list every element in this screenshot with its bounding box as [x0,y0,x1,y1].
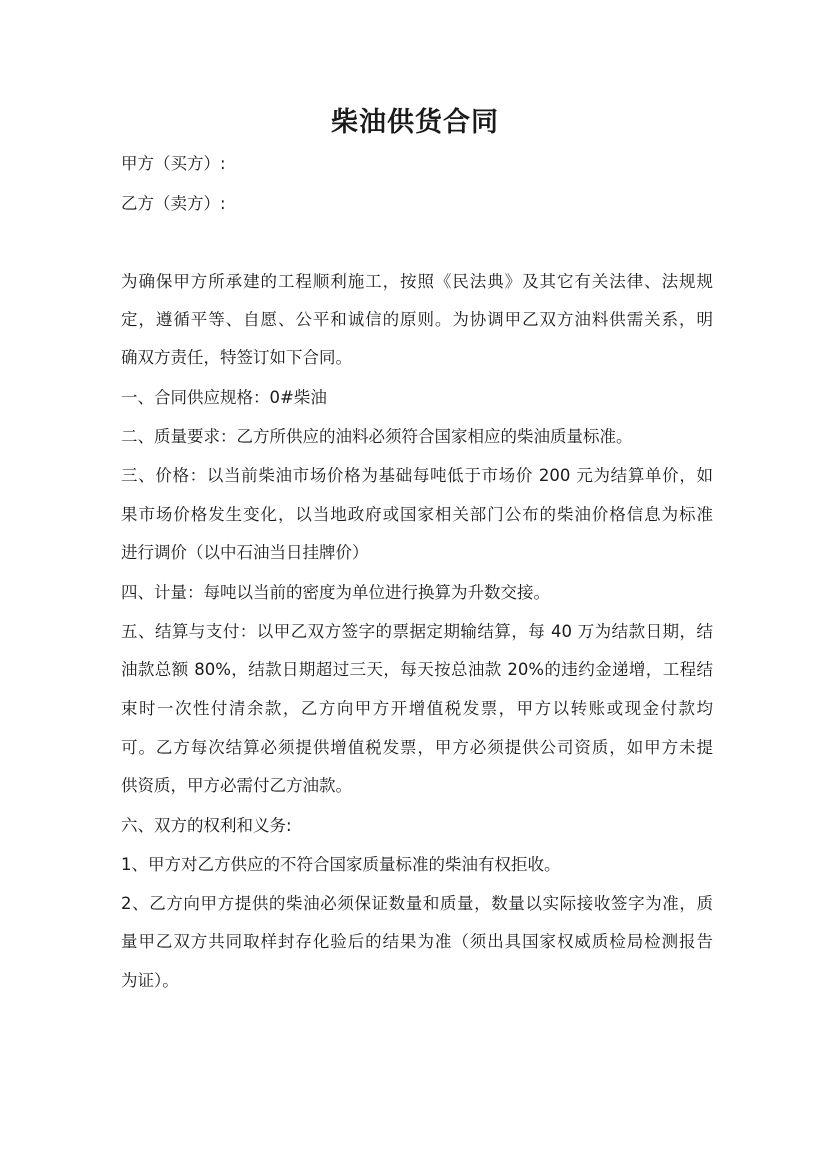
clause-rights-heading: 六、双方的权利和义务: [121,816,292,835]
clause-specification: 一、合同供应规格：0#柴油 [121,388,327,407]
rights-item-2-line: 为证）。 [121,971,179,990]
rights-item-2-line: 量甲乙双方共同取样封存化验后的结果为准（须出具国家权威质检局检测报告 [121,932,713,951]
clause-payment-line: 五、结算与支付：以甲乙双方签字的票据定期输结算，每 40 万为结款日期，结 [121,622,713,641]
document-title: 柴油供货合同 [331,107,499,138]
party-a-label: 甲方（买方）: [121,154,226,173]
party-b-label: 乙方（卖方）: [121,194,226,213]
clause-price-line: 果市场价格发生变化，以当地政府或国家相关部门公布的柴油价格信息为标准 [121,505,713,524]
clause-price-line: 进行调价（以中石油当日挂牌价） [121,543,369,562]
preamble-line: 定，遵循平等、自愿、公平和诚信的原则。为协调甲乙双方油料供需关系，明 [121,310,713,329]
clause-payment-line: 束时一次性付清余款，乙方向甲方开增值税发票，甲方以转账或现金付款均 [121,699,713,718]
clause-measurement: 四、计量：每吨以当前的密度为单位进行换算为升数交接。 [121,583,550,602]
preamble-line: 为确保甲方所承建的工程顺利施工，按照《民法典》及其它有关法律、法规规 [121,272,713,291]
rights-item-1: 1、甲方对乙方供应的不符合国家质量标准的柴油有权拒收。 [121,855,561,874]
preamble-line: 确双方责任，特签订如下合同。 [121,348,352,367]
clause-price-line: 三、价格：以当前柴油市场价格为基础每吨低于市场价 200 元为结算单价，如 [121,466,713,485]
clause-quality: 二、质量要求：乙方所供应的油料必须符合国家相应的柴油质量标准。 [121,427,633,446]
clause-payment-line: 可。乙方每次结算必须提供增值税发票，甲方必须提供公司资质，如甲方未提 [121,738,713,757]
clause-payment-line: 油款总额 80%，结款日期超过三天，每天按总油款 20%的违约金递增，工程结 [121,660,713,679]
clause-payment-line: 供资质，甲方必需付乙方油款。 [121,776,352,795]
rights-item-2-line: 2、乙方向甲方提供的柴油必须保证数量和质量，数量以实际接收签字为准，质 [121,894,713,913]
